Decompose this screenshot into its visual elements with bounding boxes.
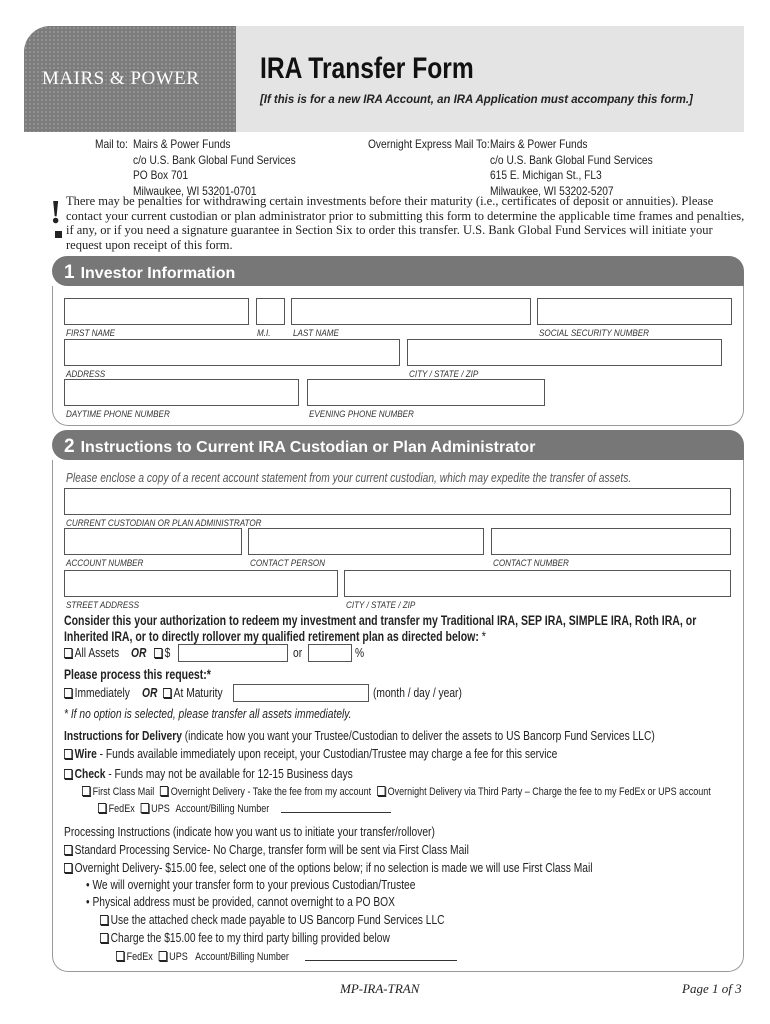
ssn-field[interactable] <box>537 298 732 325</box>
wire-checkbox[interactable] <box>64 749 72 759</box>
delivery-instructions <box>64 728 655 744</box>
address-field[interactable] <box>64 339 400 366</box>
page-title: IRA Transfer Form <box>260 52 474 85</box>
processing-instructions <box>64 824 435 840</box>
immediately-label: Immediately <box>74 686 130 700</box>
first-class-checkbox[interactable] <box>82 786 90 796</box>
overnight-third-party-checkbox[interactable] <box>377 786 385 796</box>
mail-to-line: c/o U.S. Bank Global Fund Services <box>133 152 296 167</box>
attached-check-label: Use the attached check made payable to US Bancorp Fund Services LLC <box>110 913 445 927</box>
check-text: - Funds may not be available for 12-15 Business days <box>105 767 353 781</box>
overnight-delivery-label: Overnight Delivery - Take the fee from my account <box>170 786 372 798</box>
no-option-note: * If no option is selected, please transfer all assets immediately. <box>64 707 352 721</box>
overnight-fee-label: Overnight Delivery- $15.00 fee, select one of the options below; if no selection is made we will use First Class Mail <box>74 861 593 875</box>
ups-checkbox-2[interactable] <box>159 951 167 961</box>
authorization-line-1: Consider this your authorization to redeem my investment and transfer my Traditional IRA, SEP IRA, SIMPLE IRA, Roth IRA, or <box>64 613 697 628</box>
overnight-line: Milwaukee, WI 53202-5207 <box>490 183 614 198</box>
ups-label: UPS <box>151 803 170 815</box>
overnight-third-party-label: Overnight Delivery via Third Party – Charge the fee to my FedEx or UPS account <box>387 786 711 798</box>
title-panel <box>236 26 744 132</box>
authorization-text: Inherited IRA, or to directly rollover my qualified retirement plan as directed below: <box>64 629 479 644</box>
at-maturity-label: At Maturity <box>173 686 223 700</box>
bullet-2-text: Physical address must be provided, cannot overnight to a PO BOX <box>92 895 395 909</box>
dollar-checkbox[interactable] <box>154 648 162 658</box>
custodian-label: CURRENT CUSTODIAN OR PLAN ADMINISTRATOR <box>66 518 262 528</box>
billing-number-line-2[interactable] <box>305 960 457 961</box>
section-2-header <box>52 430 744 460</box>
standard-processing-label: Standard Processing Service- No Charge, transfer form will be sent via First Class Mail <box>74 843 469 857</box>
ups-label-2: UPS <box>169 951 188 963</box>
daytime-phone-label: DAYTIME PHONE NUMBER <box>66 409 170 419</box>
processing-title: Processing Instructions <box>64 825 170 839</box>
mairs-power-logo: MAIRS & POWER <box>24 26 236 132</box>
delivery-title: Instructions for Delivery <box>64 729 182 743</box>
custodian-field[interactable] <box>64 488 731 515</box>
overnight-fee-checkbox[interactable] <box>64 863 72 873</box>
attached-check-checkbox[interactable] <box>100 915 108 925</box>
check-option[interactable] <box>64 766 353 782</box>
address-label: ADDRESS <box>66 369 106 379</box>
attached-check-option[interactable] <box>100 912 445 928</box>
overnight-fee-option[interactable] <box>64 860 593 876</box>
billing-number-line[interactable] <box>281 812 391 813</box>
third-party-option[interactable] <box>100 930 390 946</box>
page-number: Page 1 of 3 <box>682 981 742 996</box>
immediately-checkbox[interactable] <box>64 688 72 698</box>
evening-phone-field[interactable] <box>307 379 545 406</box>
overnight-line: 615 E. Michigan St., FL3 <box>490 168 602 182</box>
section-2-title: Instructions to Current IRA Custodian or Plan Administrator <box>80 439 536 456</box>
third-party-label: Charge the $15.00 fee to my third party billing provided below <box>110 931 390 945</box>
or-label: OR <box>131 646 147 660</box>
overnight-delivery-checkbox[interactable] <box>160 786 168 796</box>
at-maturity-checkbox[interactable] <box>163 688 171 698</box>
wire-text: - Funds available immediately upon receipt, your Custodian/Trustee may charge a fee for this service <box>96 747 558 761</box>
contact-person-field[interactable] <box>248 528 484 555</box>
standard-processing-option[interactable] <box>64 842 469 858</box>
section-1-number: 1 <box>64 262 75 283</box>
processing-hint: (indicate how you want us to initiate your transfer/rollover) <box>169 825 435 839</box>
mail-to-address <box>133 137 296 199</box>
delivery-hint: (indicate how you want your Trustee/Custodian to deliver the assets to US Bancorp Fund Services LLC) <box>181 729 655 743</box>
overnight-line: Mairs & Power Funds <box>490 137 588 151</box>
third-party-checkbox[interactable] <box>100 933 108 943</box>
overnight-line: c/o U.S. Bank Global Fund Services <box>490 152 653 167</box>
mail-to-line: PO Box 701 <box>133 168 189 182</box>
custodian-city-field[interactable] <box>344 570 731 597</box>
first-name-field[interactable] <box>64 298 249 325</box>
fedex-label: FedEx <box>108 803 135 815</box>
mail-to-label: Mail to: <box>95 137 128 151</box>
middle-initial-field[interactable] <box>256 298 285 325</box>
authorization-asterisk: * <box>478 629 486 644</box>
contact-number-field[interactable] <box>491 528 731 555</box>
bullet-2 <box>86 894 395 910</box>
carrier-options <box>98 801 269 817</box>
standard-processing-checkbox[interactable] <box>64 845 72 855</box>
warning-icon: ! <box>50 194 62 231</box>
all-assets-option[interactable] <box>64 645 119 661</box>
all-assets-checkbox[interactable] <box>64 648 72 658</box>
carrier-options-2 <box>116 949 289 965</box>
at-maturity-option[interactable] <box>163 685 223 701</box>
section-1-title: Investor Information <box>80 265 236 282</box>
last-name-label: LAST NAME <box>293 328 339 338</box>
street-address-field[interactable] <box>64 570 338 597</box>
page-subtitle: [If this is for a new IRA Account, an IRA Application must accompany this form.] <box>260 92 693 106</box>
mi-label: M.I. <box>257 328 271 338</box>
city-state-zip-field[interactable] <box>407 339 722 366</box>
contact-number-label: CONTACT NUMBER <box>493 558 569 568</box>
overnight-address <box>490 137 653 199</box>
all-assets-label: All Assets <box>74 646 120 660</box>
mail-to-line: Milwaukee, WI 53201-0701 <box>133 183 257 198</box>
or-label-2: OR <box>142 686 158 700</box>
overnight-label: Overnight Express Mail To: <box>368 137 490 151</box>
mail-to-line: Mairs & Power Funds <box>133 137 231 151</box>
billing-label: Account/Billing Number <box>175 803 270 815</box>
fedex-label-2: FedEx <box>126 951 153 963</box>
section-1-header <box>52 256 744 286</box>
custodian-city-label: CITY / STATE / ZIP <box>346 600 416 610</box>
bullet-1 <box>86 877 415 893</box>
dollar-option[interactable] <box>154 645 170 661</box>
ups-checkbox[interactable] <box>141 803 149 813</box>
city-state-zip-label: CITY / STATE / ZIP <box>409 369 479 379</box>
daytime-phone-field[interactable] <box>64 379 299 406</box>
check-delivery-options <box>82 784 711 800</box>
maturity-date-field[interactable] <box>233 684 369 702</box>
account-number-field[interactable] <box>64 528 242 555</box>
billing-label-2: Account/Billing Number <box>195 951 289 963</box>
percent-sign: % <box>355 646 365 660</box>
or-text: or <box>293 646 303 660</box>
section-2-number: 2 <box>64 436 75 457</box>
last-name-field[interactable] <box>291 298 531 325</box>
check-checkbox[interactable] <box>64 769 72 779</box>
authorization-line-2 <box>64 629 486 645</box>
immediately-option[interactable] <box>64 685 130 701</box>
warning-text: There may be penalties for withdrawing certain investments before their maturity (i.e., certificates of deposit or annuities). Please contact your current custodian or plan administrator prior to submitting this form to determine the applicable time frames and penalties, if any, or if you need a signature guarantee in Section Six to order this transfer. U.S. Bank Global Fund Services will initiate your request upon receipt of this form. <box>66 194 745 252</box>
first-class-label: First Class Mail <box>92 786 155 798</box>
wire-label: Wire <box>74 747 97 761</box>
date-format-hint: (month / day / year) <box>373 686 462 700</box>
contact-person-label: CONTACT PERSON <box>250 558 326 568</box>
dollar-amount-field[interactable] <box>178 644 288 662</box>
process-request-title: Please process this request:* <box>64 667 211 682</box>
evening-phone-label: EVENING PHONE NUMBER <box>309 409 414 419</box>
fedex-checkbox-2[interactable] <box>116 951 124 961</box>
ssn-label: SOCIAL SECURITY NUMBER <box>539 328 649 338</box>
account-number-label: ACCOUNT NUMBER <box>66 558 144 568</box>
section-2-note: Please enclose a copy of a recent account statement from your current custodian, which may expedite the transfer of assets. <box>66 471 632 485</box>
warning-square-icon <box>55 231 62 238</box>
form-code: MP-IRA-TRAN <box>340 981 420 996</box>
bullet-1-text: We will overnight your transfer form to your previous Custodian/Trustee <box>92 878 416 892</box>
percent-field[interactable] <box>308 644 352 662</box>
fedex-checkbox[interactable] <box>98 803 106 813</box>
dollar-sign: $ <box>164 646 171 660</box>
street-address-label: STREET ADDRESS <box>66 600 140 610</box>
bullet-icon: • <box>86 878 93 892</box>
check-label: Check <box>74 767 106 781</box>
bullet-icon: • <box>86 895 93 909</box>
first-name-label: FIRST NAME <box>66 328 116 338</box>
wire-option[interactable] <box>64 746 557 762</box>
